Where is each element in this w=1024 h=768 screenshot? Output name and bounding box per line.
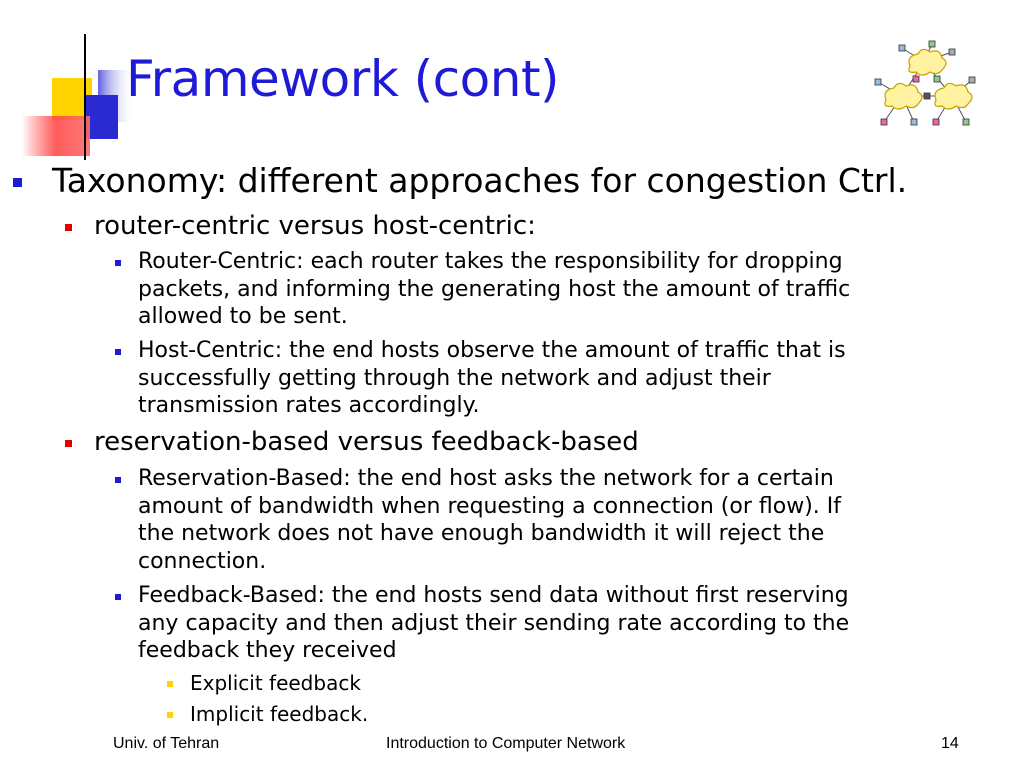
text-line: any capacity and then adjust their sending rate according to the [138,610,850,636]
network-clouds-icon [872,40,982,130]
bullet-square-icon [167,681,173,687]
bullet-text: router-centric versus host-centric: [94,211,536,241]
bullet-square-icon [115,349,121,355]
text-line: Host-Centric: the end hosts observe the amount of traffic that is [138,338,846,363]
bullet-square-icon [65,224,72,231]
text-line: Router-Centric: each router takes the responsibility for dropping [138,249,843,274]
text-line: feedback they received [138,638,397,663]
bullet-square-icon [13,178,22,187]
text-line: packets, and informing the generating host the amount of traffic [138,276,851,302]
text-line: Feedback-Based: the end hosts send data without first reserving [138,583,849,608]
footer-center: Introduction to Computer Network [386,735,626,752]
bullet-text: Taxonomy: different approaches for congestion Ctrl. [52,161,908,200]
bullet-text: Explicit feedback [190,671,361,695]
page-number: 14 [941,735,959,752]
text-line: amount of bandwidth when requesting a connection (or flow). If [138,493,841,519]
bullet-text: Implicit feedback. [190,702,369,726]
text-line: the network does not have enough bandwidth it will reject the [138,521,825,546]
text-line: transmission rates accordingly. [138,393,480,418]
text-line: successfully getting through the network and adjust their [138,365,771,391]
corner-decoration [0,0,140,180]
bullet-square-icon [115,477,121,483]
bullet-square-icon [115,260,121,266]
bullet-square-icon [167,712,173,718]
footer-left: Univ. of Tehran [113,735,220,752]
bullet-text: reservation-based versus feedback-based [94,427,639,457]
bullet-square-icon [115,594,121,600]
text-line: allowed to be sent. [138,304,348,329]
bullet-square-icon [65,440,72,447]
slide-title: Framework (cont) [126,50,560,108]
text-line: Reservation-Based: the end host asks the network for a certain [138,466,834,491]
text-line: connection. [138,548,267,574]
